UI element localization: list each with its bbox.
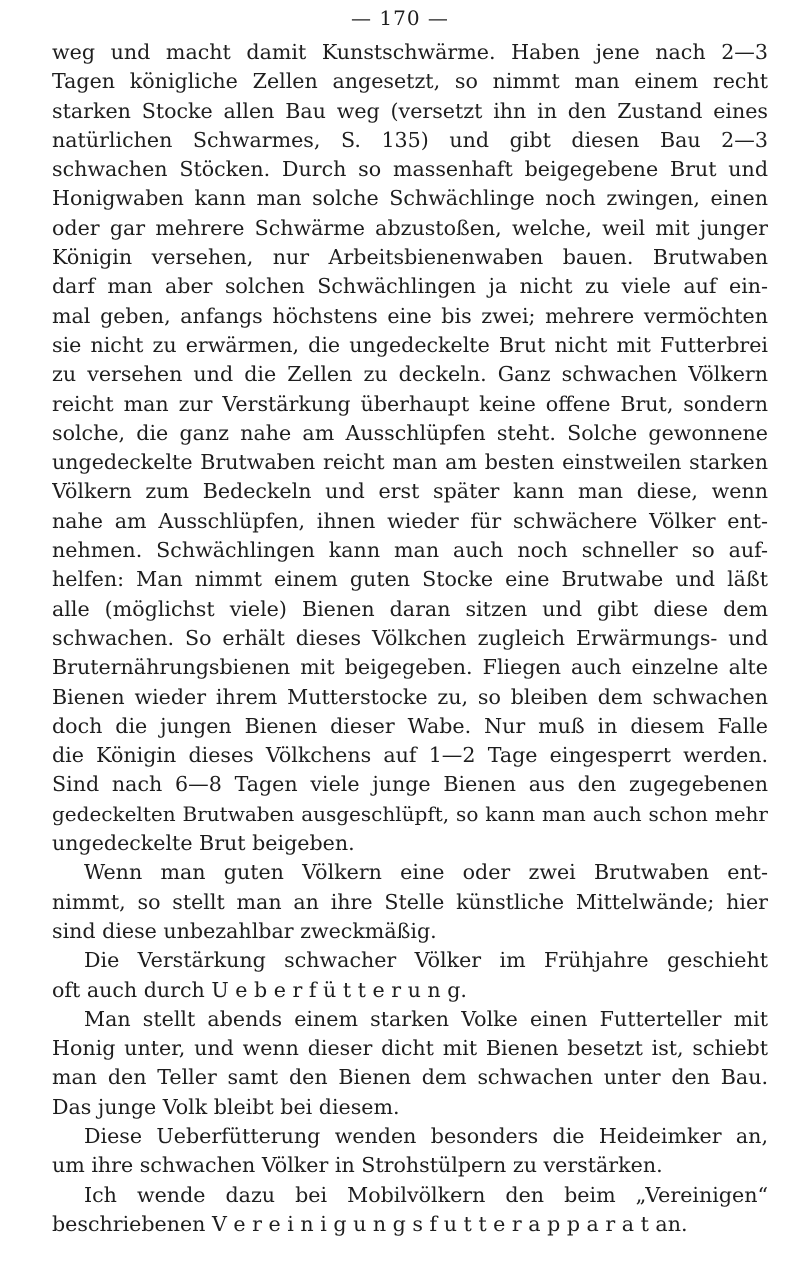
text-line: sie nicht zu erwärmen, die ungedeckelte Brut nicht mit Futterbrei — [52, 332, 768, 357]
text-line: mal geben, anfangs höchstens eine bis zwei; mehrere vermöchten — [52, 303, 768, 328]
text-line: gedeckelten Brutwaben ausgeschlüpft, so kann man auch schon mehr — [52, 801, 768, 826]
text-line: weg und macht damit Kunstschwärme. Haben jene nach 2—3 — [52, 40, 768, 64]
text-line: man den Teller samt den Bienen dem schwachen unter den Bau. — [52, 1065, 768, 1090]
text-line: Honigwaben kann man solche Schwächlinge noch zwingen, einen — [52, 186, 768, 211]
text-line: Königin versehen, nur Arbeitsbienenwaben bauen. Brutwaben — [52, 245, 768, 270]
text-line: Wenn man guten Völkern eine oder zwei Brutwaben ent- — [84, 860, 768, 885]
text-line: beschriebenen V e r e i n i g u n g s f u t t e r a p p a r a t an. — [52, 1211, 688, 1236]
text-line: helfen: Man nimmt einem guten Stocke eine Brutwabe und läßt — [52, 567, 768, 592]
text-line: oder gar mehrere Schwärme abzustoßen, welche, weil mit junger — [52, 215, 768, 240]
text-line: nehmen. Schwächlingen kann man auch noch schneller so auf- — [52, 538, 768, 563]
text-line: nimmt, so stellt man an ihre Stelle künstliche Mittelwände; hier — [52, 889, 768, 914]
text-line: schwachen. So erhält dieses Völkchen zugleich Erwärmungs- und — [52, 625, 768, 650]
text-line: Diese Ueberfütterung wenden besonders die Heideimker an, — [84, 1123, 768, 1148]
text-line: ungedeckelte Brutwaben reicht man am besten einstweilen starken — [52, 450, 768, 475]
text-line: natürlichen Schwarmes, S. 135) und gibt diesen Bau 2—3 — [52, 127, 768, 152]
text-line: Völkern zum Bedeckeln und erst später kann man diese, wenn — [52, 479, 768, 504]
text-line: Das junge Volk bleibt bei diesem. — [52, 1094, 400, 1119]
text-line: Honig unter, und wenn dieser dicht mit Bienen besetzt ist, schiebt — [52, 1036, 768, 1061]
text-line: Tagen königliche Zellen angesetzt, so nimmt man einem recht — [52, 69, 768, 94]
text-line: Ich wende dazu bei Mobilvölkern den beim „Vereinigen“ — [84, 1182, 768, 1207]
text-line: Bienen wieder ihrem Mutterstocke zu, so bleiben dem schwachen — [52, 684, 768, 709]
text-line: schwachen Stöcken. Durch so massenhaft beigegebene Brut und — [52, 157, 768, 182]
text-line: solche, die ganz nahe am Ausschlüpfen steht. Solche gewonnene — [52, 420, 768, 445]
page-number: — 170 — — [351, 6, 449, 30]
text-line: Man stellt abends einem starken Volke einen Futterteller mit — [84, 1006, 768, 1031]
text-line: sind diese unbezahlbar zweckmäßig. — [52, 918, 437, 943]
text-line: Sind nach 6—8 Tagen viele junge Bienen aus den zugegebenen — [52, 772, 768, 797]
text-line: darf man aber solchen Schwächlingen ja nicht zu viele auf ein- — [52, 274, 768, 299]
text-line: doch die jungen Bienen dieser Wabe. Nur muß in diesem Falle — [52, 713, 768, 738]
text-line: ungedeckelte Brut beigeben. — [52, 831, 355, 856]
text-line: um ihre schwachen Völker in Strohstülpern zu verstärken. — [52, 1153, 663, 1178]
text-line: alle (möglichst viele) Bienen daran sitzen und gibt diese dem — [52, 596, 768, 621]
text-line: starken Stocke allen Bau weg (versetzt ihn in den Zustand eines — [52, 98, 768, 123]
text-line: die Königin dieses Völkchens auf 1—2 Tage eingesperrt werden. — [52, 743, 768, 768]
text-line: oft auch durch U e b e r f ü t t e r u n g. — [52, 977, 467, 1002]
text-line: Die Verstärkung schwacher Völker im Frühjahre geschieht — [84, 948, 768, 973]
text-line: reicht man zur Verstärkung überhaupt keine offene Brut, sondern — [52, 391, 768, 416]
text-line: zu versehen und die Zellen zu deckeln. Ganz schwachen Völkern — [52, 362, 768, 387]
body-text — [52, 38, 768, 1239]
text-line: Bruternährungsbienen mit beigegeben. Fliegen auch einzelne alte — [52, 655, 768, 680]
text-line: nahe am Ausschlüpfen, ihnen wieder für schwächere Völker ent- — [52, 508, 768, 533]
